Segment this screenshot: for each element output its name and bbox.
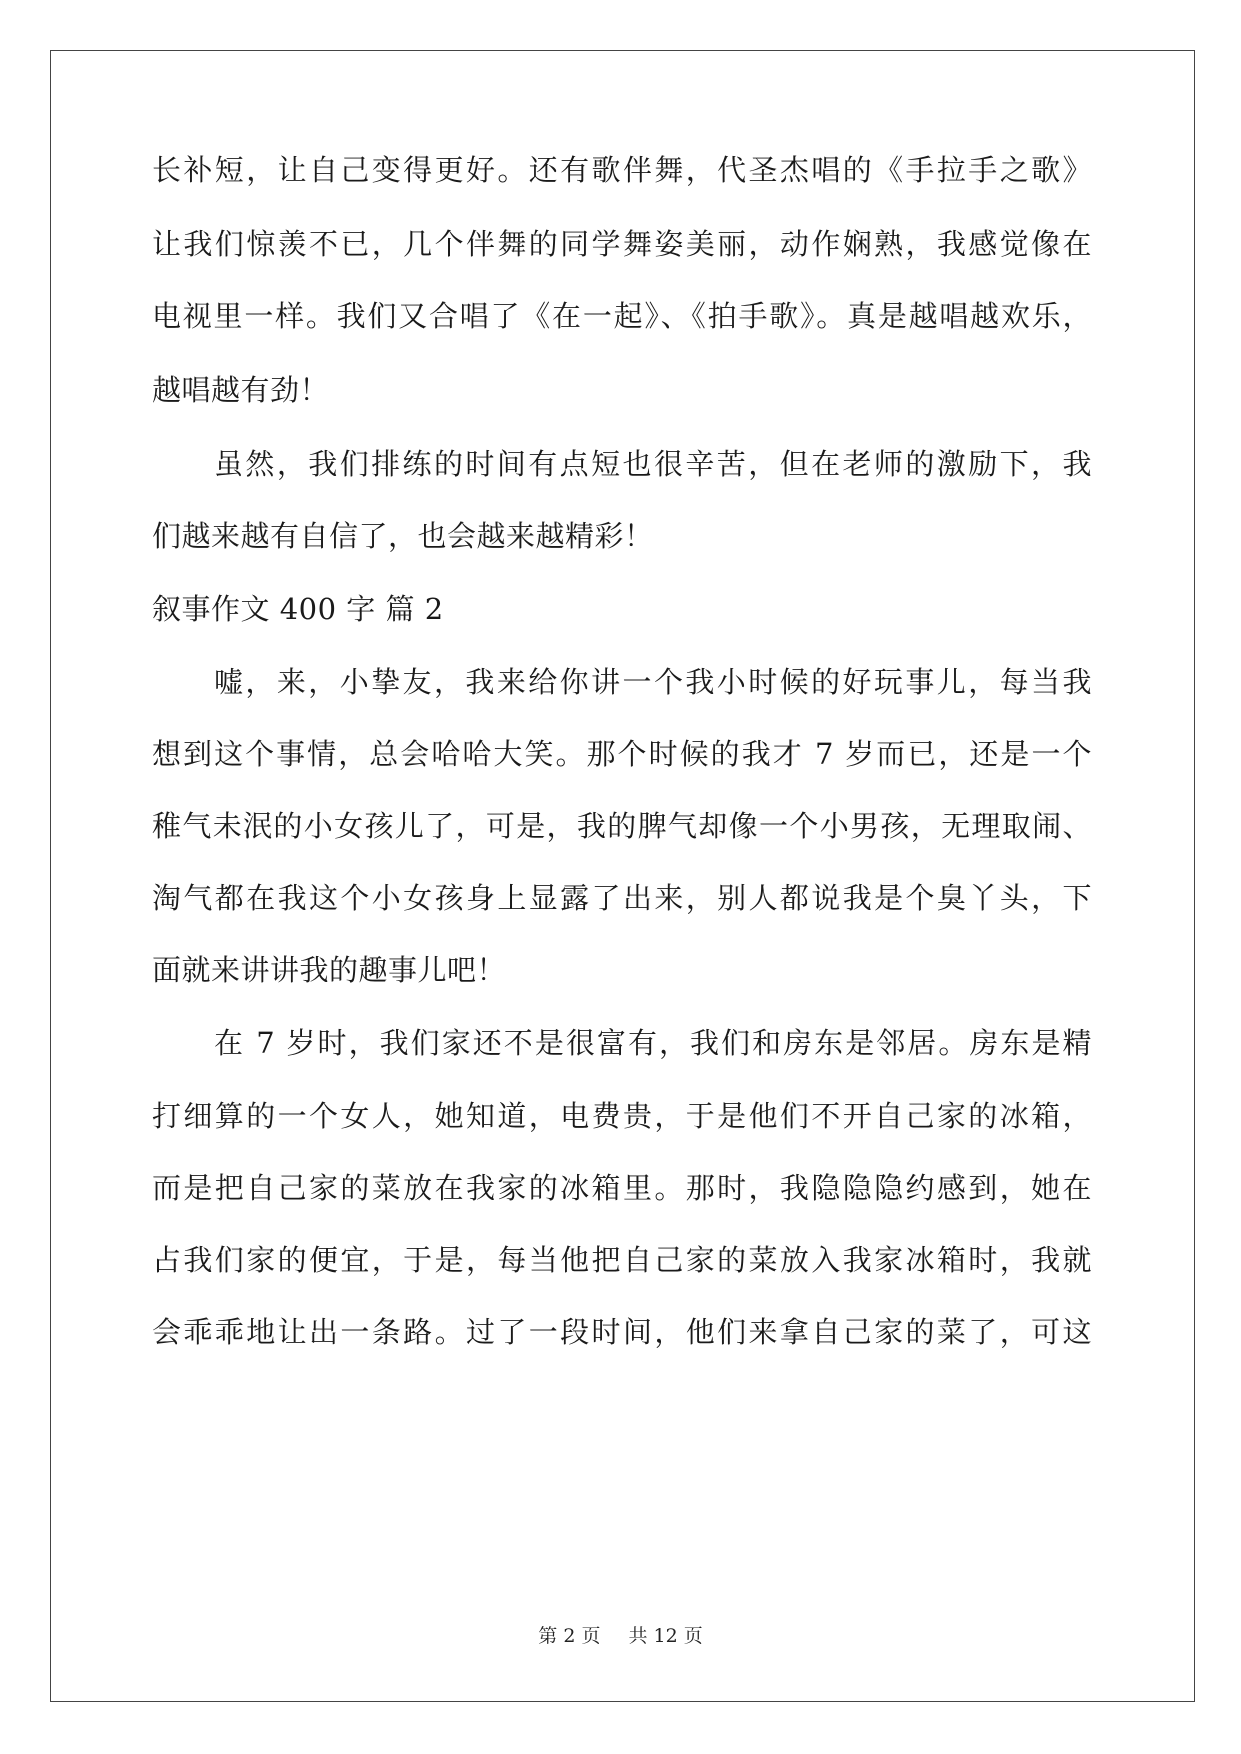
section-heading: 叙事作文 400 字 篇 2 [152,592,444,626]
text-line-16: 占我们家的便宜，于是，每当他把自己家的菜放入我家冰箱时，我就 [152,1243,1092,1277]
text-line-4: 越唱越有劲！ [152,373,330,407]
text-line-12: 面就来讲讲我的趣事儿吧！ [152,953,507,987]
text-line-13: 在 7 岁时，我们家还不是很富有，我们和房东是邻居。房东是精 [214,1026,1092,1060]
text-line-5: 虽然，我们排练的时间有点短也很辛苦，但在老师的激励下，我 [214,447,1092,481]
text-line-9: 想到这个事情，总会哈哈大笑。那个时候的我才 7 岁而已，还是一个 [152,737,1092,771]
page-number: 第 2 页 [538,1625,601,1647]
text-line-17: 会乖乖地让出一条路。过了一段时间，他们来拿自己家的菜了，可这 [152,1315,1092,1349]
text-line-15: 而是把自己家的菜放在我家的冰箱里。那时，我隐隐隐约感到，她在 [152,1171,1092,1205]
text-line-2: 让我们惊羡不已，几个伴舞的同学舞姿美丽，动作娴熟，我感觉像在 [152,227,1092,261]
page-footer [0,1624,1241,1648]
text-line-11: 淘气都在我这个小女孩身上显露了出来，别人都说我是个臭丫头，下 [152,881,1092,915]
text-line-8: 嘘，来，小挚友，我来给你讲一个我小时候的好玩事儿，每当我 [214,665,1092,699]
page-total: 共 12 页 [628,1625,703,1647]
text-line-3: 电视里一样。我们又合唱了《在一起》、《拍手歌》。真是越唱越欢乐， [152,299,1092,333]
text-line-14: 打细算的一个女人，她知道，电费贵，于是他们不开自己家的冰箱， [152,1099,1092,1133]
text-line-6: 们越来越有自信了，也会越来越精彩！ [152,519,654,553]
text-line-10: 稚气未泯的小女孩儿了，可是，我的脾气却像一个小男孩，无理取闹、 [152,809,1092,843]
text-line-1: 长补短，让自己变得更好。还有歌伴舞，代圣杰唱的《手拉手之歌》 [152,153,1092,187]
